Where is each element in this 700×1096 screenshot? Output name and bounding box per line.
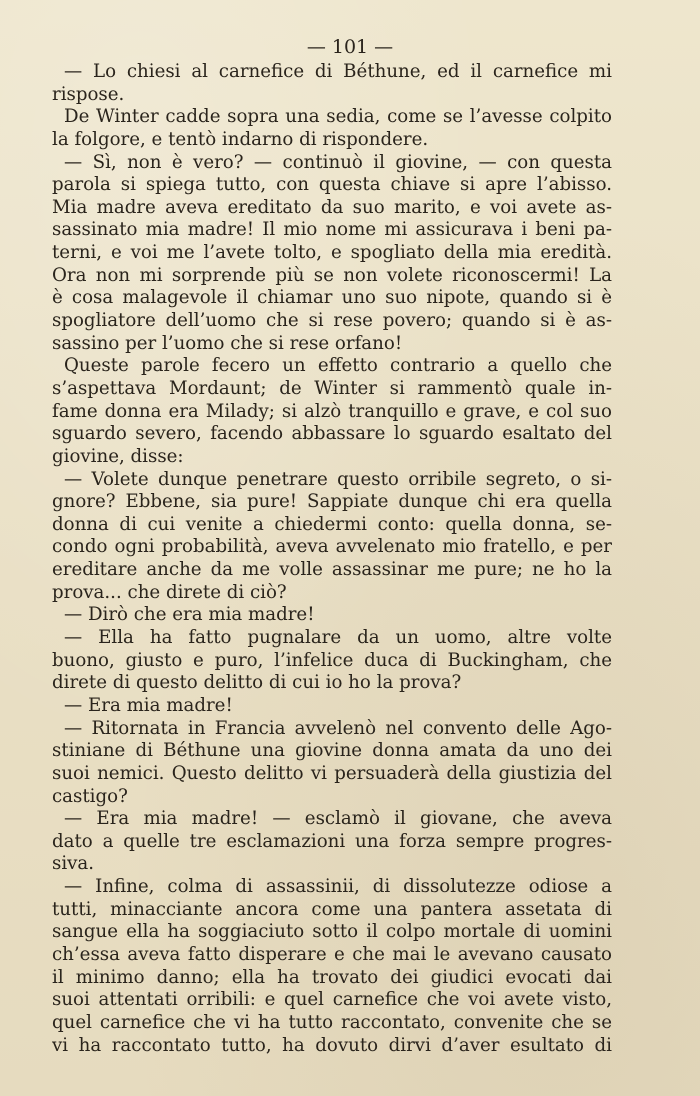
text-line: direte di questo delitto di cui io ho la prova? [52,672,462,694]
text-line: ch’essa aveva fatto disperare e che mai le avevano causato [52,943,612,965]
text-line: — Ella ha fatto pugnalare da un uomo, altre volte [64,627,612,649]
text-line: dato a quelle tre esclamazioni una forza sempre progres- [52,830,612,852]
text-line: De Winter cadde sopra una sedia, come se l’avesse colpito [64,106,612,128]
text-line: — Lo chiesi al carnefice di Béthune, ed il carnefice mi [64,61,612,82]
text-line: condo ogni probabilità, aveva avvelenato mio fratello, e per [52,536,612,558]
text-line: — Era mia madre! — esclamò il giovane, che aveva [64,808,612,830]
text-line: sassino per l’uomo che si rese orfano! [52,332,403,354]
text-line: parola si spiega tutto, con questa chiave si apre l’abisso. [52,174,612,196]
text-line: — Sì, non è vero? — continuò il giovine, — con questa [64,151,612,173]
body-text [52,61,612,1057]
text-line: sguardo severo, facendo abbassare lo sguardo esaltato del [52,423,612,445]
text-line: stiniane di Béthune una giovine donna amata da uno dei [52,740,612,762]
text-line: quel carnefice che vi ha tutto raccontato, convenite che se [52,1011,612,1033]
text-line: è cosa malagevole il chiamar uno suo nipote, quando si è [52,287,612,309]
text-line: gnore? Ebbene, sia pure! Sappiate dunque chi era quella [52,491,612,513]
text-line: — Dirò che era mia madre! [64,604,315,626]
text-line: Queste parole fecero un effetto contrario a quello che [64,355,612,377]
text-line: terni, e voi me l’avete tolto, e spogliato della mia eredità. [52,242,612,264]
text-line: siva. [52,853,95,875]
text-line: suoi attentati orribili: e quel carnefice che voi avete visto, [52,989,612,1011]
text-line: fame donna era Milady; si alzò tranquillo e grave, e col suo [52,400,612,422]
text-line: prova... che direte di ciò? [52,581,287,603]
text-line: castigo? [52,785,128,807]
page-number: — 101 — [306,36,394,58]
text-line: — Volete dunque penetrare questo orribile segreto, o si- [64,468,612,490]
text-line: giovine, disse: [52,445,184,467]
text-line: vi ha raccontato tutto, ha dovuto dirvi d’aver esultato di [52,1034,612,1056]
text-line: il minimo danno; ella ha trovato dei giudici evocati dai [52,966,612,988]
text-line: ereditare anche da me volle assassinar me pure; ne ho la [52,559,612,581]
text-line: Mia madre aveva ereditato da suo marito, e voi avete as- [52,196,612,218]
text-line: sangue ella ha soggiaciuto sotto il colpo mortale di uomini [52,921,612,943]
text-line: — Era mia madre! [64,694,233,716]
text-line: sassinato mia madre! Il mio nome mi assicurava i beni pa- [52,219,612,241]
text-line: — Ritornata in Francia avvelenò nel convento delle Ago- [64,717,612,739]
text-line: spogliatore dell’uomo che si rese povero; quando si è as- [52,310,612,332]
text-line: suoi nemici. Questo delitto vi persuaderà della giustizia del [52,762,612,784]
text-line: s’aspettava Mordaunt; de Winter si rammentò quale in- [52,377,612,399]
text-line: — Infine, colma di assassinii, di dissolutezze odiose a [64,876,612,898]
text-line: rispose. [52,83,125,105]
text-line: donna di cui venite a chiedermi conto: quella donna, se- [52,513,612,535]
text-line: Ora non mi sorprende più se non volete riconoscermi! La [52,264,612,286]
text-line: buono, giusto e puro, l’infelice duca di Buckingham, che [52,649,612,671]
text-line: tutti, minacciante ancora come una pantera assetata di [52,898,612,920]
text-line: la folgore, e tentò indarno di rispondere. [52,128,429,150]
